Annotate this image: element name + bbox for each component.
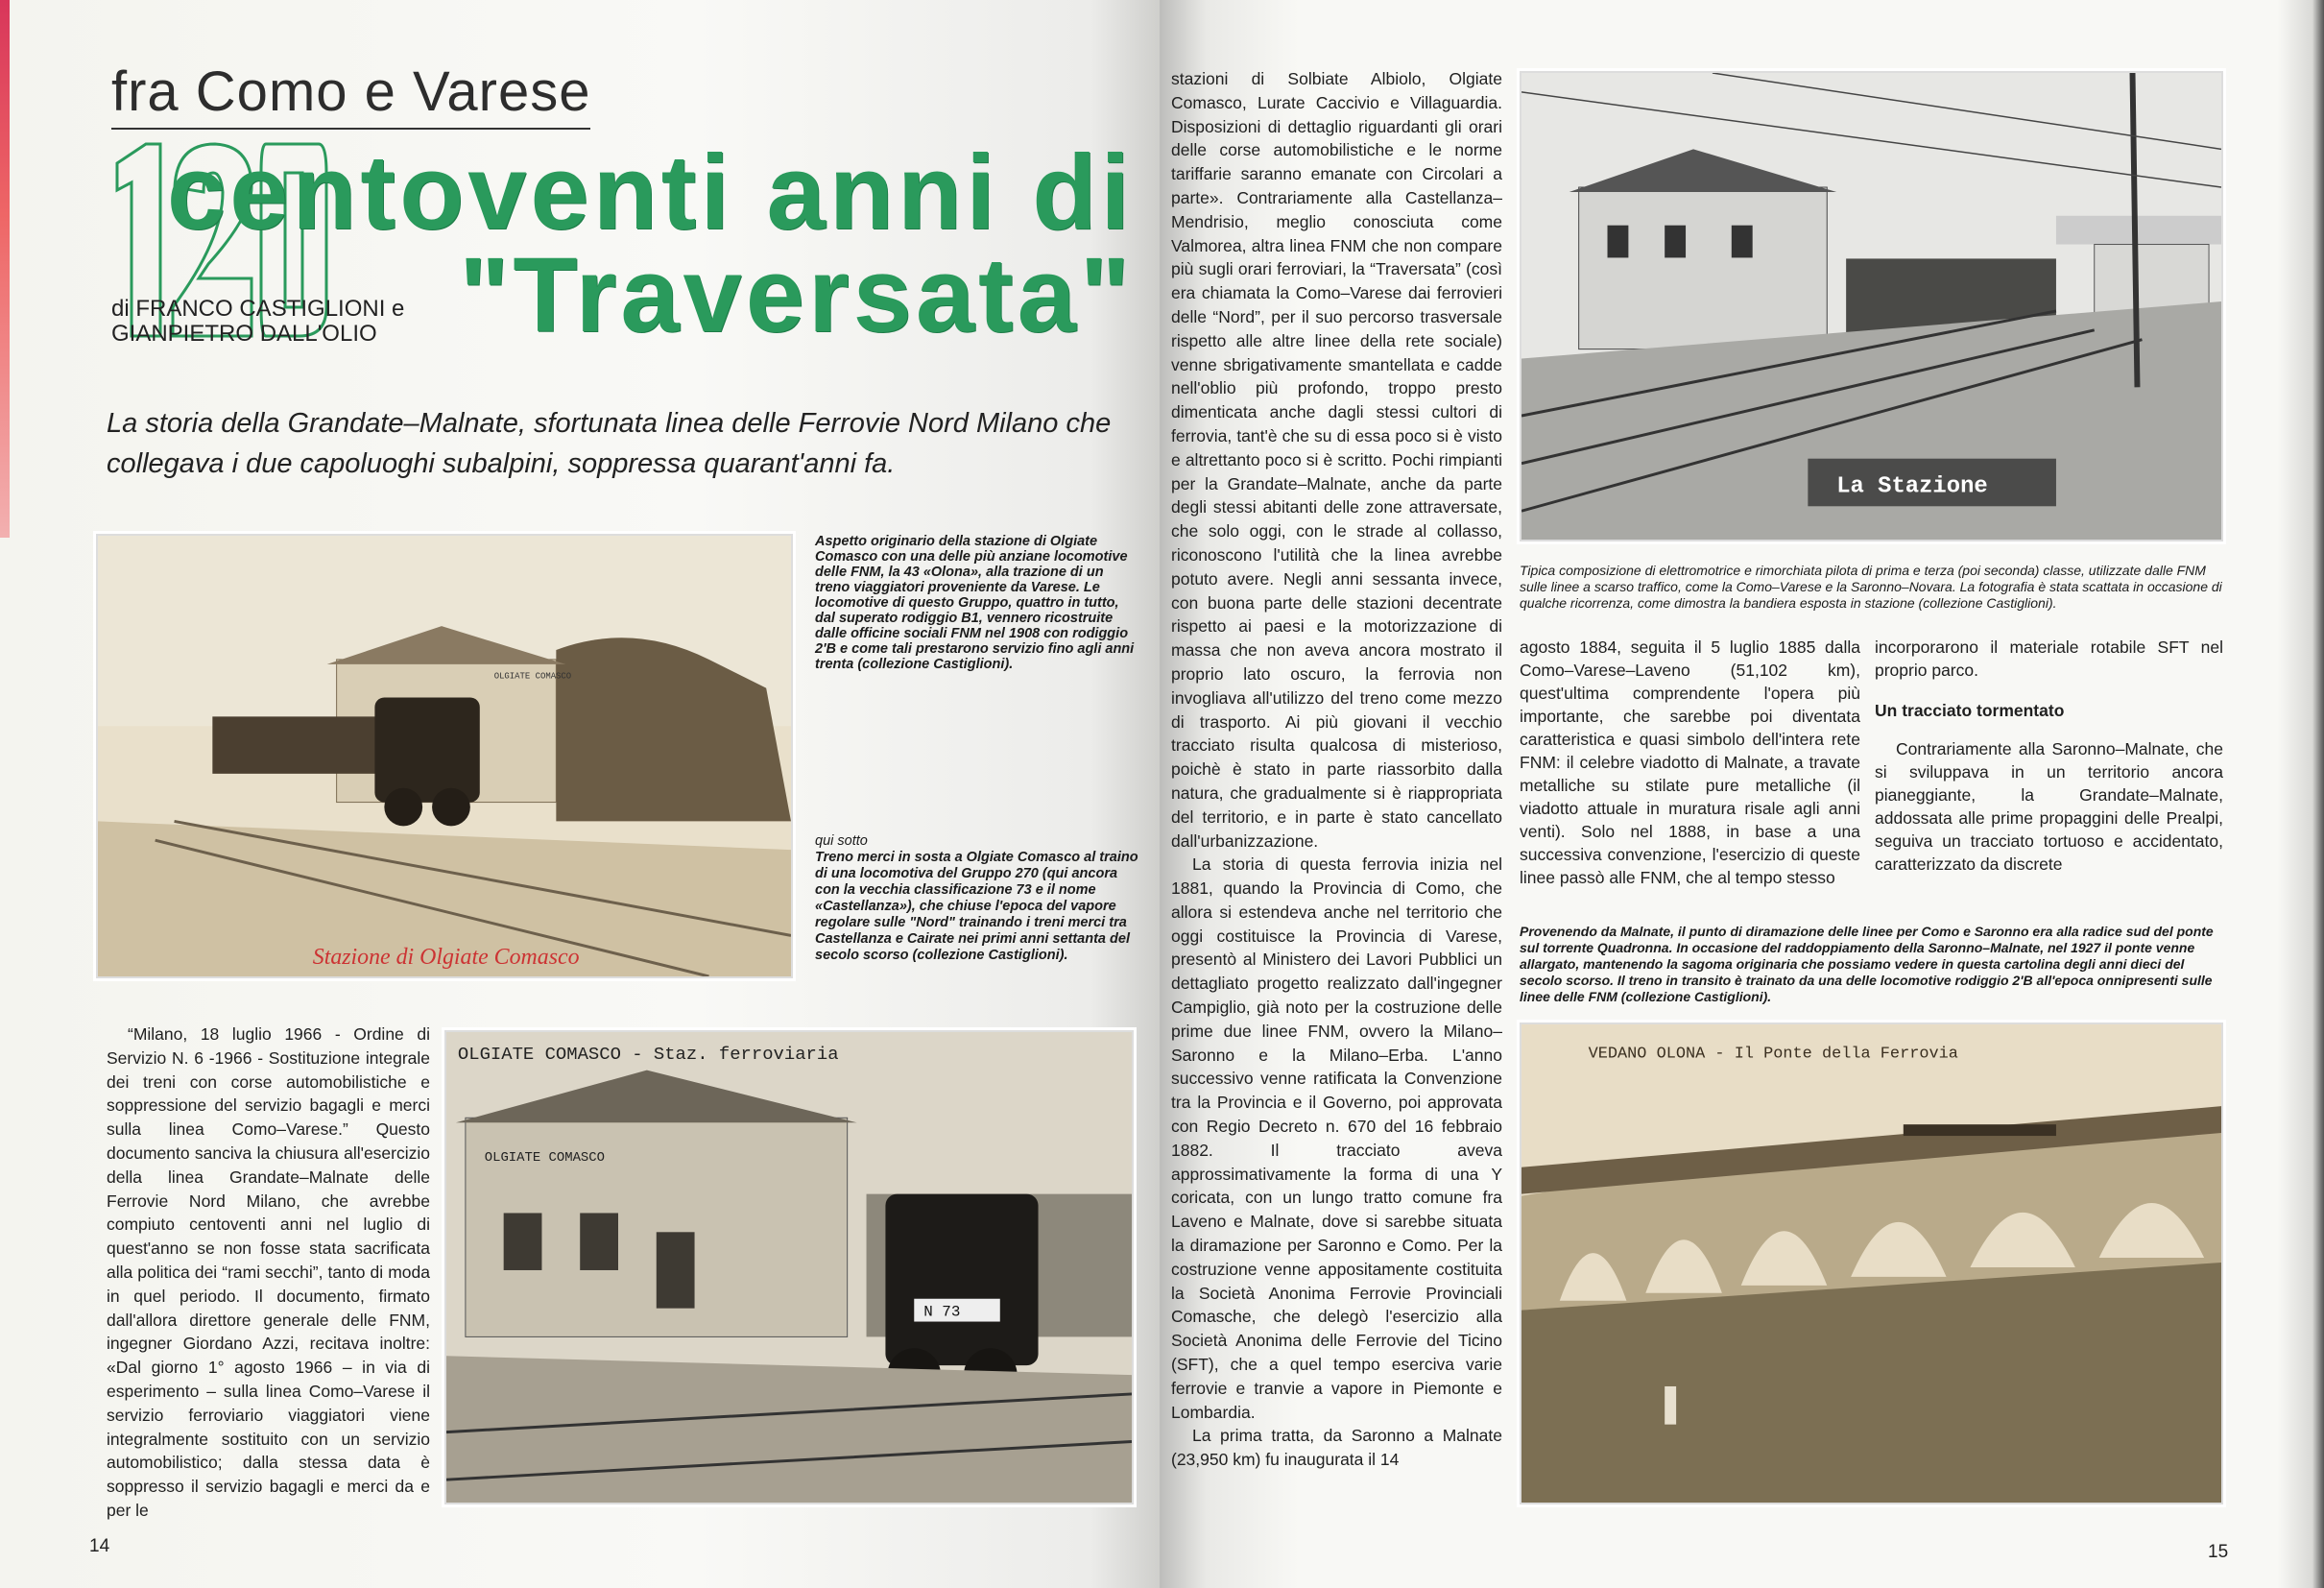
body-column-2 bbox=[1520, 636, 1860, 889]
left-page bbox=[0, 0, 1160, 1588]
station-sign: OLGIATE COMASCO bbox=[484, 1149, 605, 1166]
photo-label: La Stazione bbox=[1836, 473, 1988, 500]
caption-pre: qui sotto bbox=[815, 833, 868, 849]
byline-author-2: GIANPIETRO DALL'OLIO bbox=[111, 321, 377, 347]
byline bbox=[111, 297, 404, 347]
body-paragraph: stazioni di Solbiate Albiolo, Olgiate Comasco, Lurate Caccivio e Villaguardia. Disposizioni di dettaglio riguardanti gli orari delle corse automobilistiche e le norme tariffarie saranno emanate con Circolari a parte». Contrariamente alla Castellanza–Mendrisio, meglio conosciuta come Valmorea, altra linea FNM che non compare più sugli orari ferroviari, la “Traversata” (così era chiamata la Como–Varese dai ferrovieri delle “Nord”, per il suo percorso trasversale rispetto alle altre linee della rete sociale) venne sbrigativamente smantellata e cadde nell'oblio più profondo, troppo presto dimenticata anche dagli stessi cultori di ferrovia, tant'è che su di essa poco si è visto e altrettanto poco si è scritto. Pochi rimpianti per la Grandate–Malnate, anche da parte degli stessi abitanti delle zone attraversate, che solo oggi, con le strade al collasso, riconoscono l'utilità che la linea avrebbe potuto avere. Negli anni sessanta invece, con buona parte delle stazioni decentrate rispetto ai paesi e la motorizzazione di massa che non aveva ancora mostrato il proprio lato oscuro, la ferrovia non invogliava all'utilizzo del treno come mezzo di trasporto. Ai più giovani il vecchio tracciato risulta qualcosa di misterioso, poichè è stato in parte riassorbito dalla natura, che gradualmente si è riappropriata del territorio, e in parte è stato cancellato dall'urbanizzazione. bbox=[1171, 69, 1502, 851]
body-paragraph: agosto 1884, seguita il 5 luglio 1885 dalla Como–Varese–Laveno (51,102 km), quest'ultima comprendente l'opera più importante, che sarebbe poi diventata caratteristica e quasi simbolo dell'intera rete FNM: il celebre viadotto di Malnate, a travate metalliche su stilate pure metalliche (il viadotto attuale in muratura risale agli anni venti). Solo nel 1888, in base a una successiva convenzione, l'esercizio di queste linee passò alle FNM, che al tempo stesso bbox=[1520, 638, 1860, 887]
title-line-2: "Traversata" bbox=[459, 236, 1134, 354]
station-sign: OLGIATE COMASCO bbox=[493, 671, 572, 682]
right-page bbox=[1160, 0, 2324, 1588]
section-heading: Un tracciato tormentato bbox=[1875, 701, 2065, 720]
subtitle: La storia della Grandate–Malnate, sfortunata linea delle Ferrovie Nord Milano che collegava i due capoluoghi subalpini, soppressa quarant'anni fa. bbox=[107, 408, 1112, 479]
page-number-left: 14 bbox=[89, 1536, 110, 1556]
photo-la-stazione bbox=[1520, 71, 2223, 541]
body-paragraph: La storia di questa ferrovia inizia nel 1881, quando la Provincia di Como, che allora si estendeva anche nel territorio che oggi costituisce la Provincia di Varese, presentò al Ministero dei Lavori Pubblici un dettagliato progetto realizzato dall'ingegner Campiglio, già noto per la costruzione delle prime due linee FNM, ovvero la Milano–Saronno e la Milano–Erba. L'anno successivo venne ratificata la Convenzione tra la Provincia e il Governo, poi approvata con Regio Decreto n. 670 del 16 febbraio 1882. Il tracciato aveva approssimativamente la forma di una Y coricata, con un lungo tratto comune fra Laveno e Malnate, dove si sarebbe situata la diramazione per Saronno e Como. Per la costruzione venne appositamente costituita la Società Anonima Ferrovie Provinciali Comasche, che delegò l'esercizio alla Società Anonima delle Ferrovie del Ticino (SFT), che a quel tempo eserciva varie ferrovie e tranvie a vapore in Piemonte e Lombardia. bbox=[1171, 854, 1502, 1422]
body-column-1 bbox=[1171, 67, 1502, 1472]
photo-label: VEDANO OLONA - Il Ponte della Ferrovia bbox=[1588, 1045, 1958, 1064]
title-line-1: centoventi anni di bbox=[166, 133, 1134, 252]
body-paragraph: “Milano, 18 luglio 1966 - Ordine di Servizio N. 6 -1966 - Sostituzione integrale dei treni con corse automobilistiche e soppressione del servizio bagagli e merci sulla linea Como–Varese.” Questo documento sanciva la chiusura all'esercizio della linea Grandate–Malnate delle Ferrovie Nord Milano, che avrebbe compiuto centoventi anni nel luglio di quest'anno se non fosse stata sacrificata alla politica dei “rami secchi”, tanto di moda in quel periodo. Il documento, firmato dall'allora direttore generale delle FNM, ingegner Giordano Azzi, recitava inoltre: «Dal giorno 1° agosto 1966 – in via di esperimento – sulla linea Como–Varese il servizio ferroviario viaggiatori viene integralmente sostituito con un servizio automobilistico; dalla stessa data è soppresso il servizio bagagli e merci da e per le bbox=[107, 1024, 430, 1520]
body-column-left bbox=[107, 1023, 430, 1523]
body-paragraph: Contrariamente alla Saronno–Malnate, che si sviluppava in un territorio ancora pianeggiante, la Grandate–Malnate, addossata alle prime propaggini delle Prealpi, seguiva un tracciato tortuoso e accidentato, caratterizzato da discrete bbox=[1875, 739, 2223, 874]
caption-text: Treno merci in sosta a Olgiate Comasco al traino di una locomotiva del Gruppo 270 (qui ancora con la vecchia classificazione 73 e il nome «Castellanza»), che chiuse l'epoca del vapore regolare sulle "Nord" trainando i treni merci tra Castellanza e Cairate nei primi anni settanta del secolo scorso (collezione Castiglioni). bbox=[815, 850, 1138, 963]
byline-author-1: di FRANCO CASTIGLIONI e bbox=[111, 296, 405, 322]
body-paragraph: incorporarono il materiale rotabile SFT nel proprio parco. bbox=[1875, 638, 2223, 680]
photo-label: OLGIATE COMASCO - Staz. ferroviaria bbox=[457, 1043, 839, 1065]
section-kicker: fra Como e Varese bbox=[111, 60, 590, 130]
page-number-right: 15 bbox=[2208, 1542, 2229, 1562]
photo-label: Stazione di Olgiate Comasco bbox=[312, 945, 580, 971]
caption-photo-1: Aspetto originario della stazione di Olgiate Comasco con una delle più anziane locomotive delle FNM, la 43 «Olona», alla trazione di un treno viaggiatori proveniente da Varese. Le locomotive di questo Gruppo, quattro in tutto, dal superato rodiggio B1, vennero ricostruite dalle officine sociali FNM nel 1908 con rodiggio 2'B e come tali prestarono servizio fino agli anni trenta (collezione Castiglioni). bbox=[815, 534, 1135, 672]
locomotive-number: N 73 bbox=[923, 1303, 961, 1321]
caption-photo-2 bbox=[815, 833, 1141, 964]
photo-vedano-olona-bridge bbox=[1520, 1023, 2223, 1504]
photo-olgiate-station-1908 bbox=[96, 534, 793, 978]
caption-photo-4: Provenendo da Malnate, il punto di diramazione delle linee per Como e Saronno era alla radice sud del ponte sul torrente Quadronna. In occasione del raddoppiamento della Saronno–Malnate, nel 1927 il ponte venne allargato, mantenendo la sagoma originaria che possiamo vedere in questa cartolina degli anni dieci del secolo scorso. Il treno in transito è trainato da una delle locomotive rodiggio 2'B all'epoca onnipresenti sulle linee delle FNM (collezione Castiglioni). bbox=[1520, 924, 2214, 1004]
caption-photo-3: Tipica composizione di elettromotrice e rimorchiata pilota di prima e terza (poi seconda) classe, utilizzate dalle FNM sulle linee a scarso traffico, come la Como–Varese e la Saronno–Novara. La fotografia è stata scattata in occasione di qualche ricorrenza, come dimostra la bandiera esposta in stazione (collezione Castiglioni). bbox=[1520, 563, 2222, 611]
page-edge bbox=[0, 0, 10, 538]
body-paragraph: La prima tratta, da Saronno a Malnate (23,950 km) fu inaugurata il 14 bbox=[1171, 1426, 1502, 1470]
photo-freight-train-olgiate bbox=[444, 1030, 1134, 1504]
body-column-3 bbox=[1875, 636, 2223, 876]
